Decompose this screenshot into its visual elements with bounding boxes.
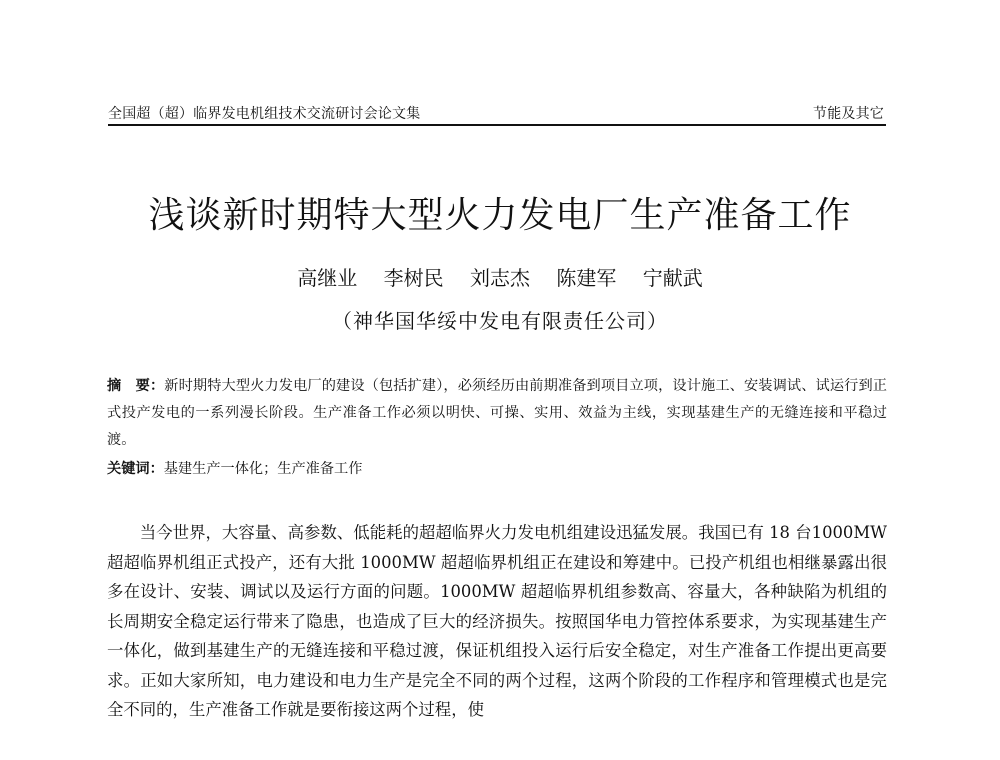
- author-list: [0, 262, 1000, 291]
- keywords-text: 基建生产一体化；生产准备工作: [163, 461, 363, 477]
- abstract-text: 新时期特大型火力发电厂的建设（包括扩建），必须经历由前期准备到项目立项，设计施工、安装调试、试运行到正式投产发电的一系列漫长阶段。生产准备工作必须以明快、可操、实用、效益为主线，实现基建生产的无缝连接和平稳过渡。: [107, 378, 887, 448]
- author-name: 高继业: [297, 266, 358, 290]
- body-paragraph: 当今世界，大容量、高参数、低能耗的超超临界火力发电机组建设迅猛发展。我国已有 18 台1000MW 超超临界机组正式投产，还有大批 1000MW 超超临界机组正在建设和筹建中。已投产机组也相继暴露出很多在设计、安装、调试以及运行方面的问题。1000MW 超超临界机组参数高、容量大，各种缺陷为机组的长周期安全稳定运行带来了隐患，也造成了巨大的经济损失。按照国华电力管控体系要求，为实现基建生产一体化，做到基建生产的无缝连接和平稳过渡，保证机组投入运行后安全稳定，对生产准备工作提出更高要求。正如大家所知，电力建设和电力生产是完全不同的两个过程，这两个阶段的工作程序和管理模式也是完全不同的，生产准备工作就是要衔接这两个过程，使: [107, 523, 887, 719]
- author-name: 陈建军: [556, 266, 617, 290]
- abstract-label: 摘 要：: [107, 378, 165, 394]
- author-name: 刘志杰: [470, 266, 530, 290]
- abstract: [107, 373, 887, 454]
- keywords-label: 关键词：: [107, 461, 164, 477]
- affiliation: （神华国华绥中发电有限责任公司）: [332, 309, 668, 333]
- header-section-name: 节能及其它: [813, 106, 884, 122]
- author-name: 李树民: [383, 266, 444, 290]
- author-name: 宁献武: [642, 266, 703, 290]
- paper-title: 浅谈新时期特大型火力发电厂生产准备工作: [148, 195, 852, 236]
- keywords: [107, 457, 887, 481]
- running-header: [108, 100, 886, 126]
- header-proceedings-title: 全国超（超）临界发电机组技术交流研讨会论文集: [108, 106, 421, 122]
